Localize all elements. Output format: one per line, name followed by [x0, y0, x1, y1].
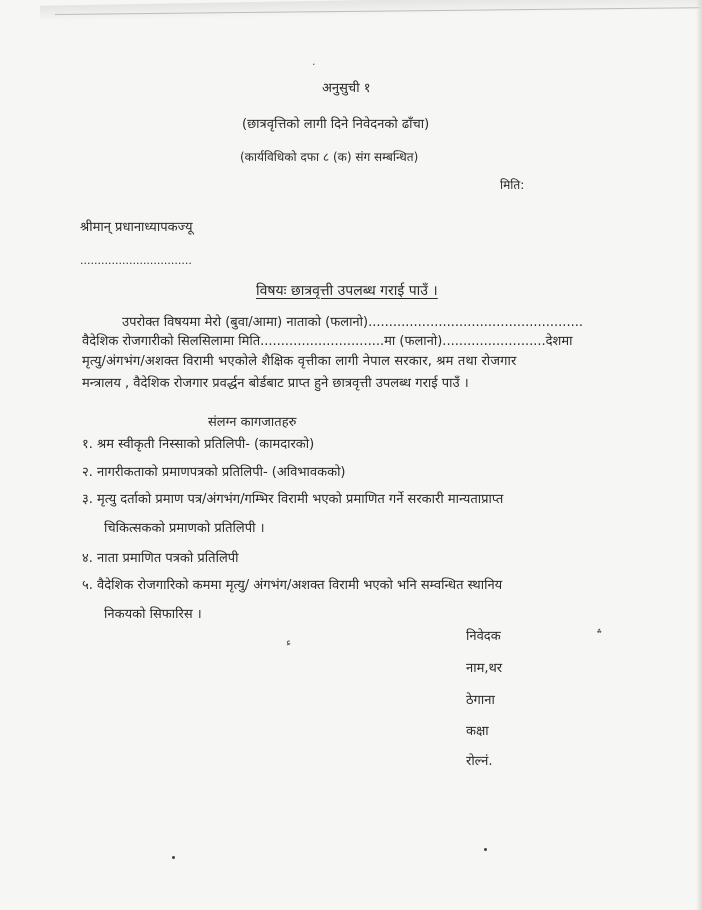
subject-line: विषयः छात्रवृत्ती उपलब्ध गराई पाउँ । — [256, 283, 438, 299]
attachment-item-2: २. नागरीकताको प्रमाणपत्रको प्रतिलिपी- (अविभावकको) — [82, 465, 346, 480]
address-label: ठेगाना — [466, 693, 495, 708]
attachments-heading: संलग्न कागजातहरु — [208, 415, 297, 430]
scan-speck: · — [312, 58, 316, 71]
scan-shadow-right — [696, 0, 702, 910]
scan-speck — [484, 848, 487, 851]
attachment-item-4: ४. नाता प्रमाणित पत्रको प्रतिलिपी — [82, 551, 239, 566]
body-line-3: मृत्यु/अंगभंग/अशक्त विरामी भएकोले शैक्षिक वृत्तीका लागी नेपाल सरकार, श्रम तथा रोजगार — [82, 354, 517, 369]
scan-speck — [172, 856, 175, 859]
attachment-item-5-continued: निकयको सिफारिस । — [104, 607, 202, 622]
name-label: नाम,थर — [466, 661, 503, 676]
scan-speck: ء — [286, 636, 292, 649]
attachment-item-3: ३. मृत्यु दर्ताको प्रमाण पत्र/अंगभंग/गम्भिर विरामी भएको प्रमाणित गर्ने सरकारी मान्यताप्राप्त — [82, 492, 504, 507]
applicant-label: निवेदक — [466, 629, 501, 644]
roll-number-label: रोल्नं. — [466, 754, 493, 769]
body-line-4: मन्त्रालय , वैदेशिक रोजगार प्रवर्द्धन बोर्डबाट प्राप्त हुने छात्रवृत्ती उपलब्ध गराई पाउँ । — [82, 376, 469, 391]
attachment-item-1: १. श्रम स्वीकृती निस्साको प्रतिलिपी- (कामदारको) — [82, 437, 315, 452]
salutation: श्रीमान् प्रधानाध्यापकज्यू — [80, 220, 193, 235]
form-title: (छात्रवृत्तिको लागी दिने निवेदनको ढाँचा) — [242, 117, 430, 132]
schedule-number: अनुसुची १ — [322, 81, 371, 96]
attachment-item-3-continued: चिकित्सकको प्रमाणको प्रतिलिपी । — [104, 521, 265, 536]
class-label: कक्षा — [466, 724, 489, 739]
recipient-blank: ................................ — [80, 254, 192, 267]
scan-speck: ؞ — [596, 628, 603, 641]
body-line-1: उपरोक्त विषयमा मेरो (बुवा/आमा) नाताको (फलानो).................................................... — [122, 315, 583, 330]
body-line-2: वैदेशिक रोजगारीको सिलसिलामा मिति..............................मा (फलानो).........................देशमा — [82, 334, 573, 349]
form-reference: (कार्यविधिको दफा ८ (क) संग सम्बन्धित) — [240, 150, 419, 164]
date-label: मिति: — [500, 178, 525, 192]
attachment-item-5: ५. वैदेशिक रोजगारिको कममा मृत्यु/ अंगभंग/अशक्त विरामी भएको भनि सम्वन्धित स्थानिय — [82, 578, 503, 593]
